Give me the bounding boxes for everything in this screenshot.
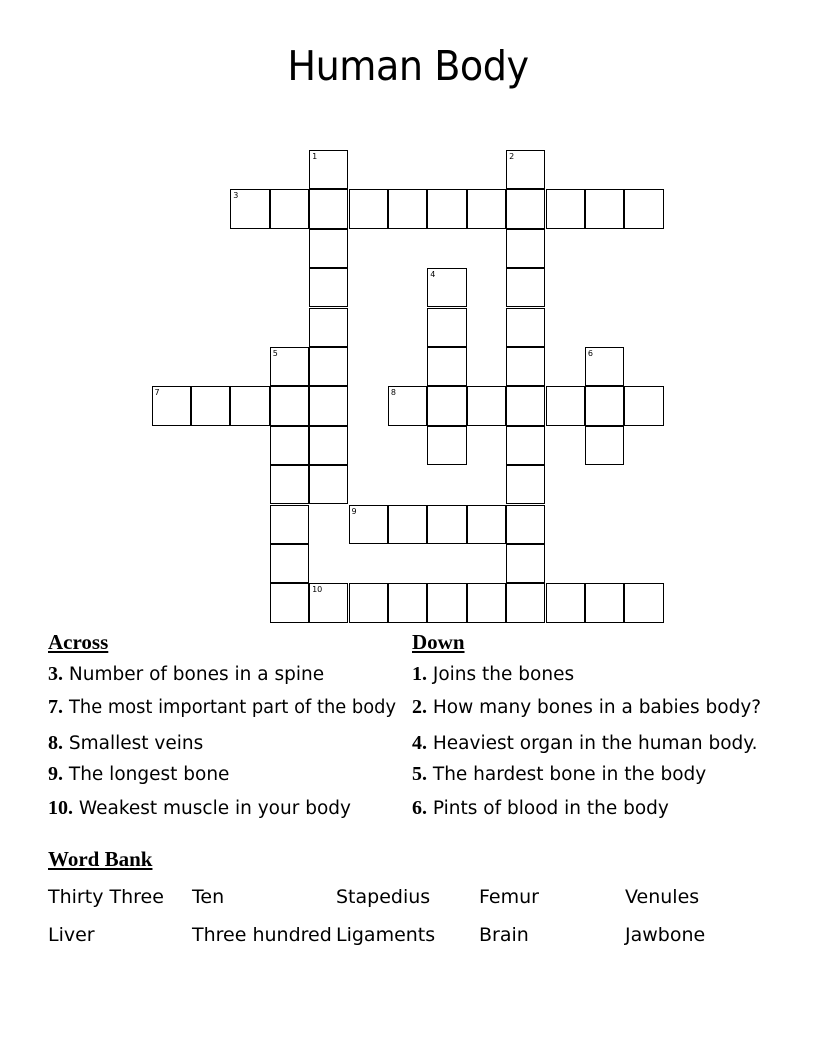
clue-text: How many bones in a babies body? (432, 697, 762, 718)
grid-cell[interactable] (585, 347, 624, 386)
word-bank-item: Thirty Three (48, 886, 164, 908)
across-clue (48, 796, 351, 821)
clue-text: The hardest bone in the body (432, 764, 707, 785)
grid-cell[interactable] (624, 386, 663, 425)
grid-cell[interactable] (388, 583, 427, 622)
clue-number: 1 (312, 151, 318, 161)
down-clue (412, 731, 757, 756)
grid-cell[interactable] (624, 189, 663, 228)
clue-number: 8. (48, 732, 63, 754)
grid-cell[interactable] (309, 189, 348, 228)
grid-cell[interactable] (506, 583, 545, 622)
down-clue (412, 662, 574, 687)
clue-number: 4 (430, 270, 436, 280)
grid-cell[interactable] (270, 426, 309, 465)
down-clue (412, 762, 706, 787)
grid-cell[interactable] (427, 505, 466, 544)
across-clue (48, 731, 203, 756)
clue-text: Joins the bones (432, 664, 575, 685)
grid-cell[interactable] (309, 583, 348, 622)
grid-cell[interactable] (270, 505, 309, 544)
grid-cell[interactable] (349, 583, 388, 622)
grid-cell[interactable] (309, 465, 348, 504)
across-clue (48, 695, 408, 720)
grid-cell[interactable] (191, 386, 230, 425)
down-clue (412, 695, 761, 720)
down-heading: Down (412, 630, 465, 654)
grid-cell[interactable] (427, 386, 466, 425)
word-bank-item: Venules (625, 886, 700, 908)
clue-number: 8 (390, 388, 396, 398)
grid-cell[interactable] (585, 583, 624, 622)
grid-cell[interactable] (585, 386, 624, 425)
grid-cell[interactable] (230, 189, 269, 228)
grid-cell[interactable] (467, 583, 506, 622)
across-clue (48, 662, 324, 687)
clue-number: 7. (48, 696, 63, 718)
grid-cell[interactable] (506, 347, 545, 386)
word-bank-item: Three hundred (192, 924, 332, 946)
word-bank-heading: Word Bank (48, 847, 153, 871)
grid-cell[interactable] (309, 426, 348, 465)
grid-cell[interactable] (624, 583, 663, 622)
grid-cell[interactable] (270, 386, 309, 425)
clue-text: Pints of blood in the body (432, 798, 669, 819)
clue-number: 1. (412, 663, 427, 685)
word-bank-item: Ligaments (336, 924, 436, 946)
grid-cell[interactable] (467, 505, 506, 544)
grid-cell[interactable] (388, 189, 427, 228)
clue-number: 10. (48, 797, 73, 819)
clue-number: 5. (412, 763, 427, 785)
clue-number: 2 (509, 151, 515, 161)
grid-cell[interactable] (152, 386, 191, 425)
clue-text: The longest bone (68, 764, 230, 785)
grid-cell[interactable] (270, 465, 309, 504)
grid-cell[interactable] (546, 583, 585, 622)
grid-cell[interactable] (427, 308, 466, 347)
grid-cell[interactable] (506, 505, 545, 544)
grid-cell[interactable] (585, 189, 624, 228)
grid-cell[interactable] (388, 505, 427, 544)
clue-number: 9 (351, 506, 357, 516)
clue-text: Weakest muscle in your body (78, 798, 351, 819)
grid-cell[interactable] (309, 386, 348, 425)
clue-text: Heaviest organ in the human body. (432, 733, 758, 754)
grid-cell[interactable] (388, 386, 427, 425)
clue-number: 10 (312, 585, 323, 595)
clue-number: 6. (412, 797, 427, 819)
word-bank-item: Jawbone (625, 924, 706, 946)
clue-number: 4. (412, 732, 427, 754)
clue-number: 3. (48, 663, 63, 685)
grid-cell[interactable] (506, 386, 545, 425)
clue-number: 6 (587, 348, 593, 358)
clue-number: 7 (154, 388, 160, 398)
grid-cell[interactable] (467, 386, 506, 425)
grid-cell[interactable] (309, 308, 348, 347)
grid-cell[interactable] (467, 189, 506, 228)
clue-number: 9. (48, 763, 63, 785)
grid-cell[interactable] (270, 189, 309, 228)
clue-number: 5 (272, 348, 278, 358)
grid-cell[interactable] (427, 583, 466, 622)
word-bank-item: Liver (48, 924, 95, 946)
grid-cell[interactable] (427, 189, 466, 228)
grid-cell[interactable] (230, 386, 269, 425)
word-bank-list (48, 884, 808, 964)
grid-cell[interactable] (506, 426, 545, 465)
clue-number: 2. (412, 696, 427, 718)
grid-cell[interactable] (506, 229, 545, 268)
grid-cell[interactable] (506, 544, 545, 583)
across-clue (48, 762, 229, 787)
grid-cell[interactable] (309, 268, 348, 307)
across-heading: Across (48, 630, 109, 654)
clue-text: Smallest veins (68, 733, 204, 754)
grid-cell[interactable] (427, 268, 466, 307)
grid-cell[interactable] (427, 347, 466, 386)
grid-cell[interactable] (506, 189, 545, 228)
grid-cell[interactable] (270, 347, 309, 386)
grid-cell[interactable] (349, 505, 388, 544)
word-bank-item: Femur (479, 886, 539, 908)
down-clue (412, 796, 669, 821)
grid-cell[interactable] (349, 189, 388, 228)
word-bank-item: Ten (192, 886, 225, 908)
clue-text: Number of bones in a spine (68, 664, 325, 685)
grid-cell[interactable] (309, 229, 348, 268)
grid-cell[interactable] (309, 150, 348, 189)
grid-cell[interactable] (506, 308, 545, 347)
word-bank-item: Brain (479, 924, 529, 946)
clue-number: 3 (233, 191, 239, 201)
grid-cell[interactable] (506, 465, 545, 504)
grid-cell[interactable] (585, 426, 624, 465)
grid-cell[interactable] (546, 386, 585, 425)
grid-cell[interactable] (270, 544, 309, 583)
grid-cell[interactable] (427, 426, 466, 465)
clue-text: The most important part of the body (68, 697, 396, 718)
grid-cell[interactable] (309, 347, 348, 386)
grid-cell[interactable] (546, 189, 585, 228)
grid-cell[interactable] (506, 150, 545, 189)
word-bank-item: Stapedius (336, 886, 431, 908)
grid-cell[interactable] (506, 268, 545, 307)
page-title: Human Body (287, 42, 529, 90)
grid-cell[interactable] (270, 583, 309, 622)
